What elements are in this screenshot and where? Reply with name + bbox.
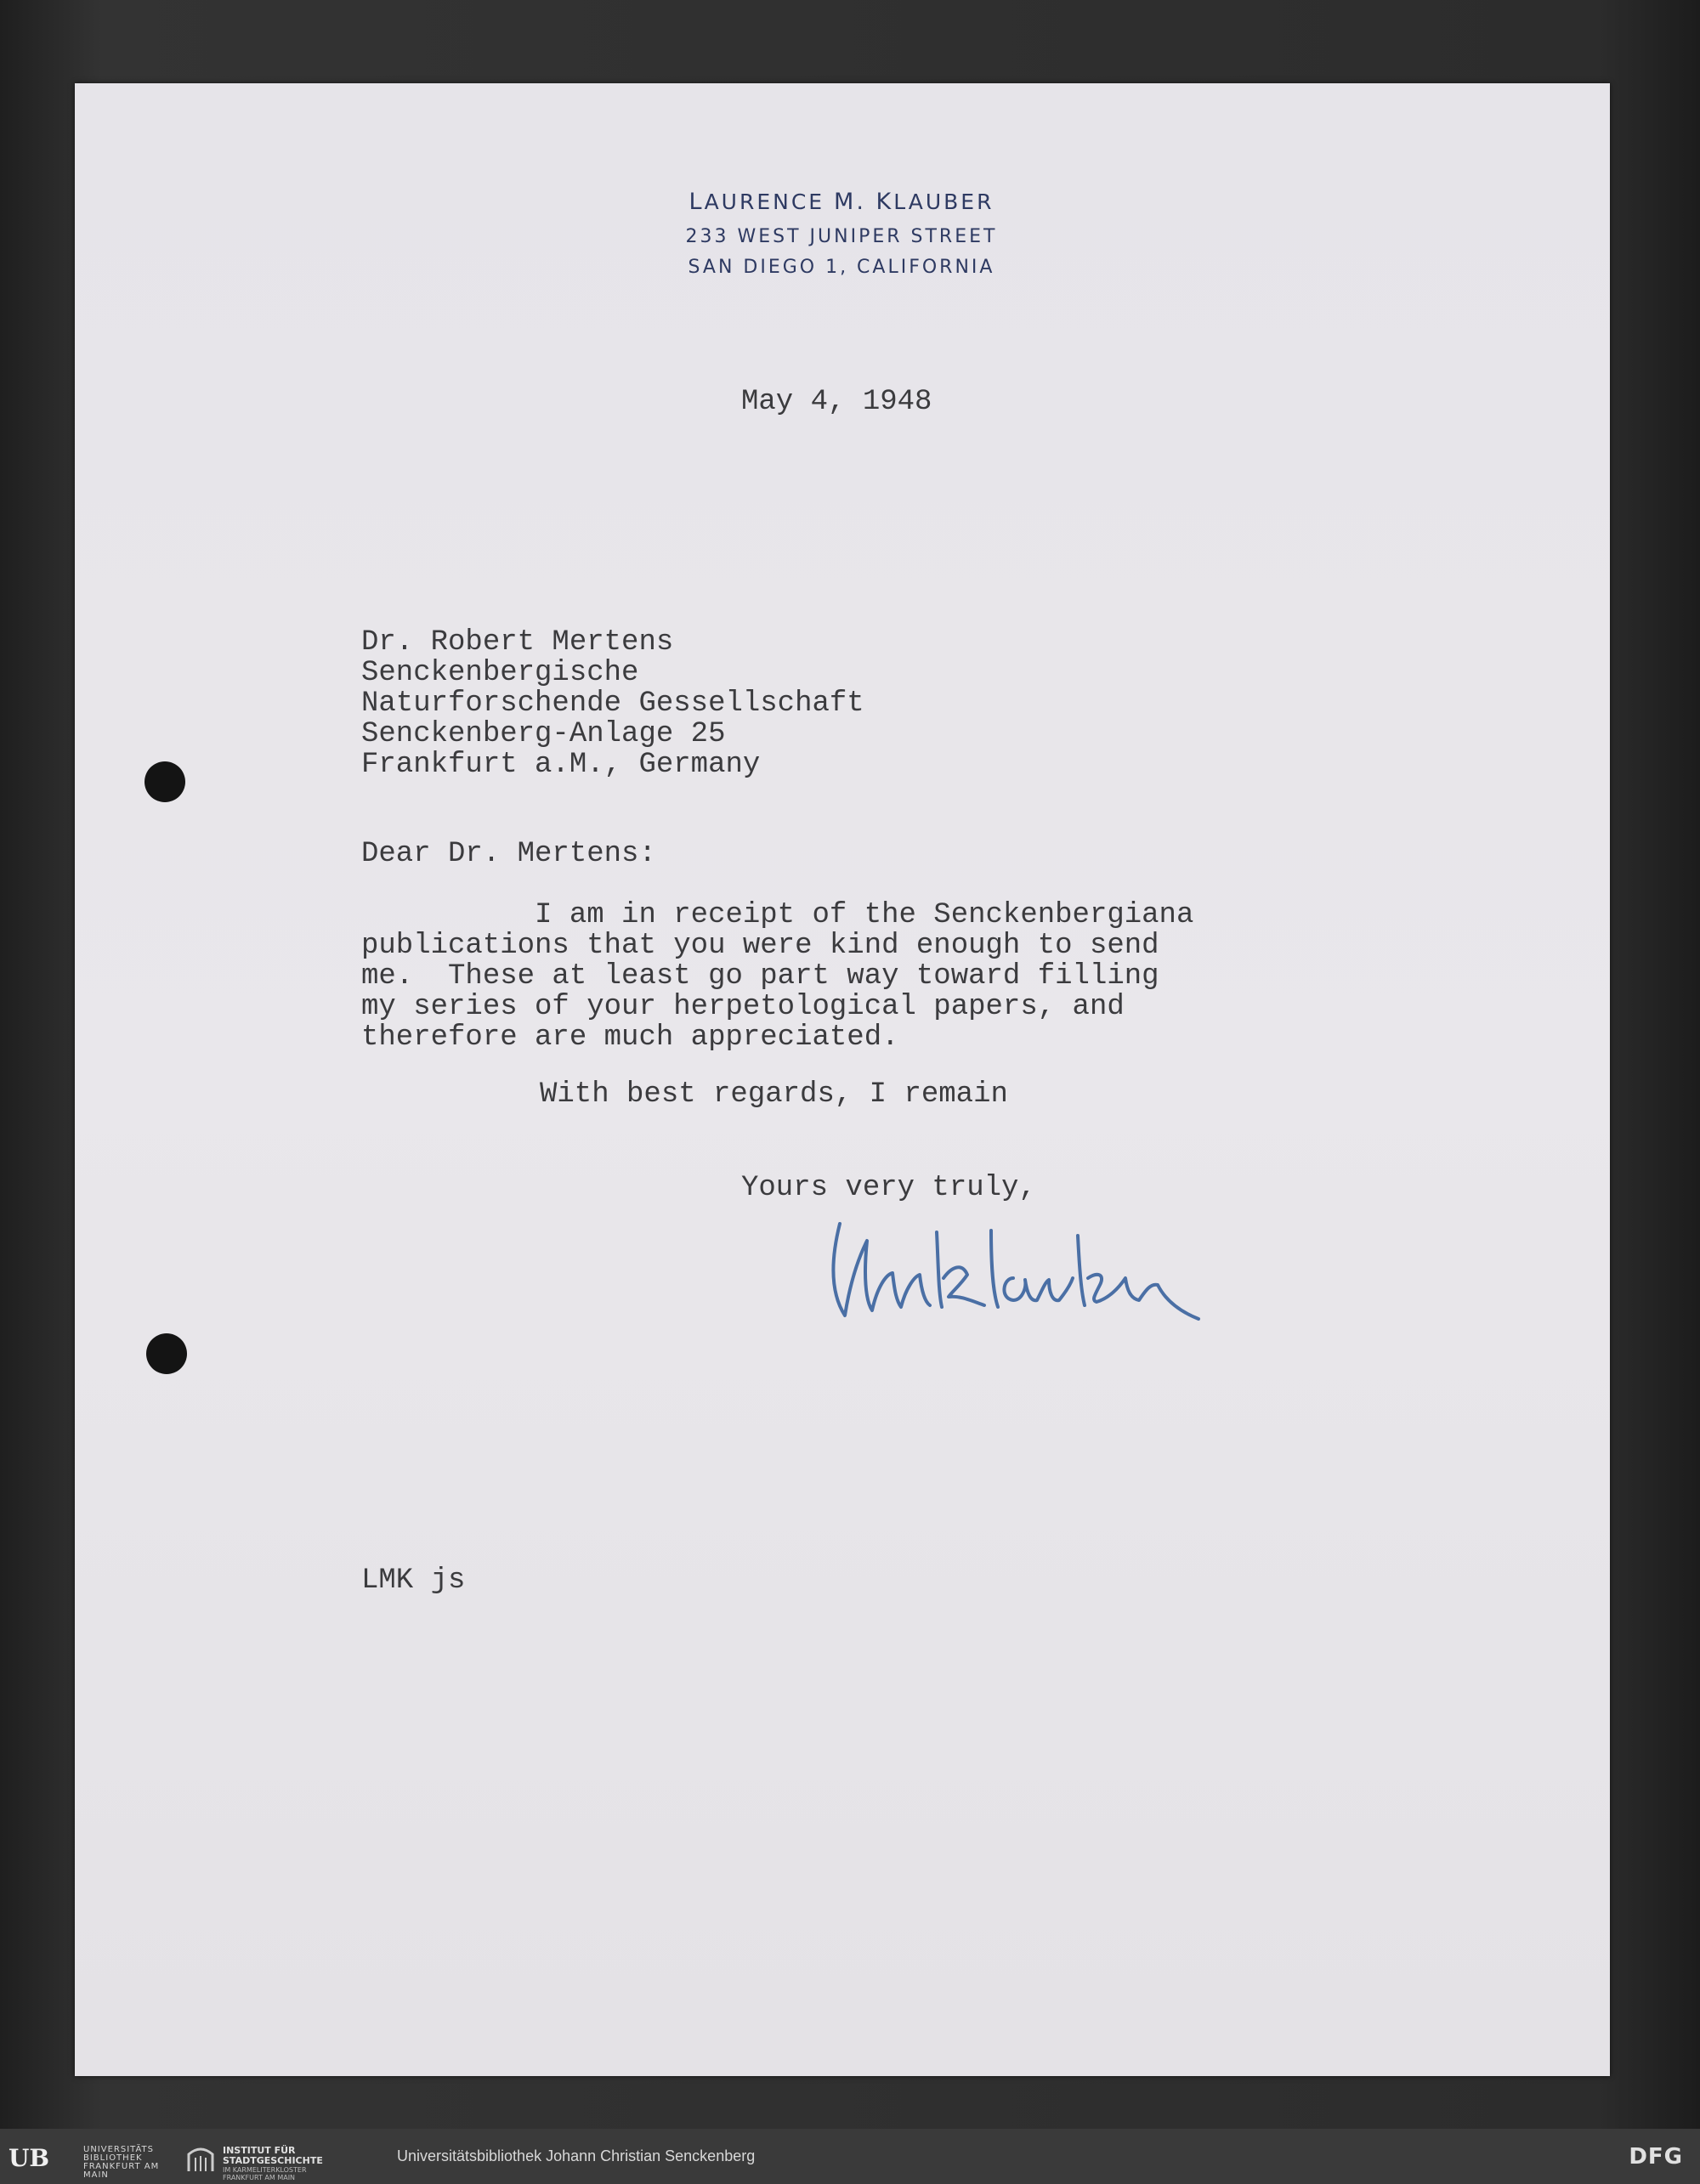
archive-footer [0, 2129, 1700, 2184]
body-line: me. These at least go part way toward filling [361, 960, 1159, 993]
library-name: Universitätsbibliothek Johann Christian Senckenberg [397, 2147, 756, 2164]
isg-logo-text: INSTITUT FÜR STADTGESCHICHTE IM KARMELITERKLOSTER FRANKFURT AM MAIN [223, 2145, 323, 2181]
body-line: I am in receipt of the Senckenbergiana [361, 899, 1194, 931]
closing-line: With best regards, I remain [540, 1078, 1008, 1111]
dfg-logo: DFG [1629, 2144, 1683, 2170]
punch-hole-lower [146, 1333, 187, 1374]
recipient-line: Senckenberg-Anlage 25 [361, 718, 726, 750]
recipient-line: Senckenbergische [361, 657, 639, 689]
typist-initials: LMK js [361, 1564, 466, 1597]
handwritten-signature [824, 1207, 1216, 1334]
isg-arch-icon [185, 2144, 216, 2173]
recipient-line: Frankfurt a.M., Germany [361, 749, 761, 781]
body-line: publications that you were kind enough to send [361, 930, 1159, 962]
letterhead-city: SAN DIEGO 1, CALIFORNIA [688, 257, 995, 278]
ub-library-logo [8, 2144, 170, 2180]
letterhead-name: LAURENCE M. KLAUBER [688, 189, 994, 215]
body-line: my series of your herpetological papers, and [361, 991, 1125, 1023]
ub-logo-text: UNIVERSITÄTS BIBLIOTHEK FRANKFURT AM MAIN [83, 2145, 160, 2180]
isg-institute-logo [185, 2144, 355, 2181]
recipient-line: Naturforschende Gessellschaft [361, 687, 864, 720]
letter-date: May 4, 1948 [741, 386, 932, 418]
body-line: therefore are much appreciated. [361, 1021, 899, 1054]
ub-logo-mark: UB [8, 2144, 50, 2172]
salutation: Dear Dr. Mertens: [361, 838, 656, 870]
punch-hole-upper [144, 761, 185, 802]
letterhead-street: 233 WEST JUNIPER STREET [685, 226, 998, 247]
signoff: Yours very truly, [741, 1172, 1036, 1204]
recipient-line: Dr. Robert Mertens [361, 626, 674, 659]
